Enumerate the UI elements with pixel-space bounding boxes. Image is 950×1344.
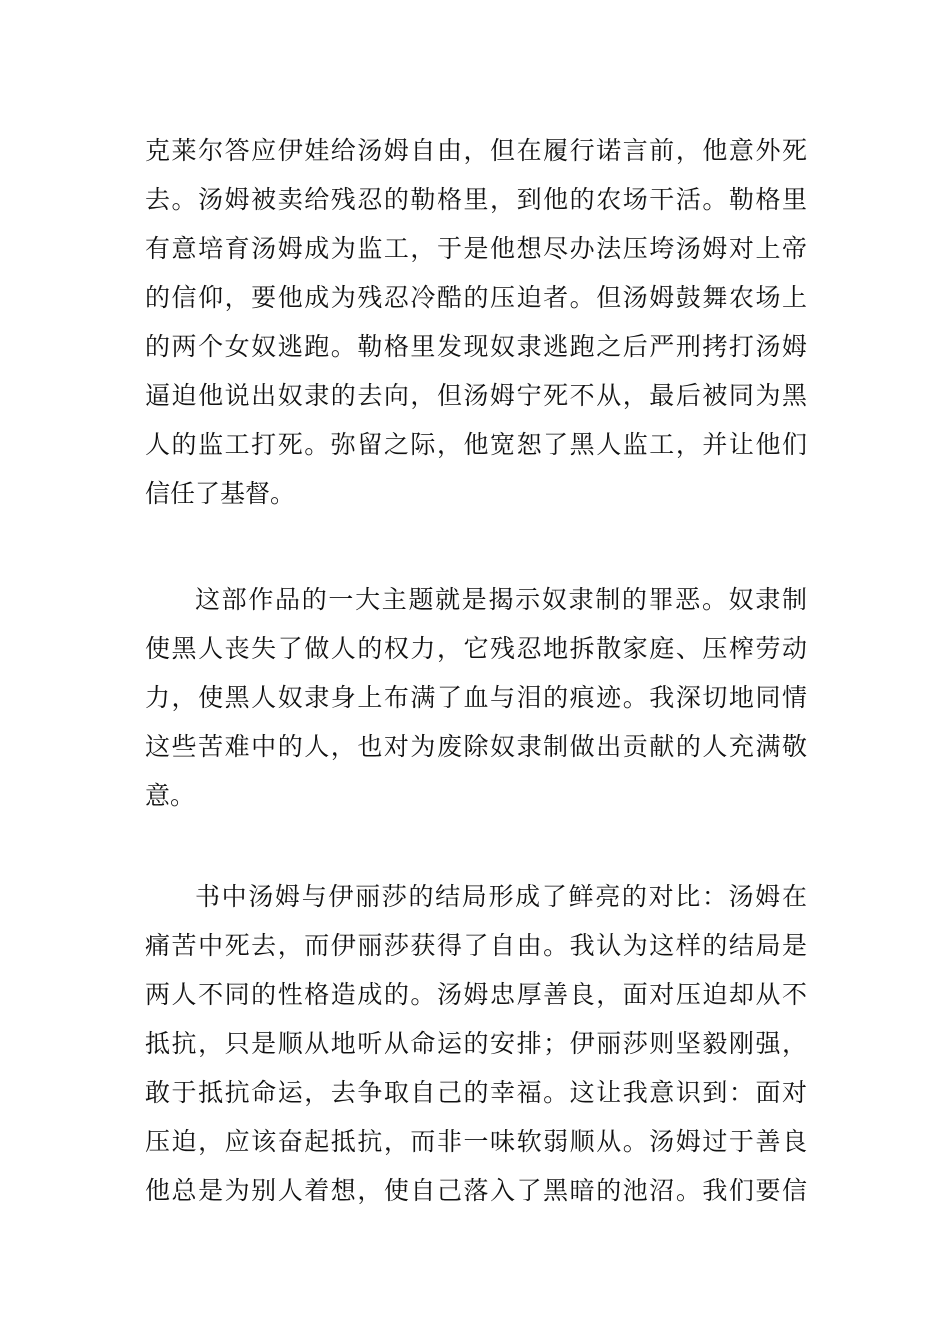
paragraph-line: 抵抗，只是顺从地听从命运的安排；伊丽莎则坚毅刚强， — [145, 1029, 807, 1058]
paragraph-line: 力，使黑人奴隶身上布满了血与泪的痕迹。我深切地同情 — [145, 683, 807, 712]
paragraph-line: 克莱尔答应伊娃给汤姆自由，但在履行诺言前，他意外死 — [145, 136, 807, 165]
paragraph-line: 的两个女奴逃跑。勒格里发现奴隶逃跑之后严刑拷打汤姆 — [145, 332, 807, 361]
paragraph-line: 使黑人丧失了做人的权力，它残忍地拆散家庭、压榨劳动 — [145, 634, 807, 663]
paragraph-line: 书中汤姆与伊丽莎的结局形成了鲜亮的对比：汤姆在 — [195, 882, 807, 911]
paragraph-2 — [145, 575, 807, 820]
paragraph-line: 压迫，应该奋起抵抗，而非一味软弱顺从。汤姆过于善良 — [145, 1127, 807, 1156]
paragraph-3 — [145, 872, 807, 1215]
paragraph-line: 两人不同的性格造成的。汤姆忠厚善良，面对压迫却从不 — [145, 980, 807, 1009]
paragraph-line: 逼迫他说出奴隶的去向，但汤姆宁死不从，最后被同为黑 — [145, 381, 807, 410]
paragraph-line: 意。 — [145, 781, 196, 810]
paragraph-line: 有意培育汤姆成为监工，于是他想尽办法压垮汤姆对上帝 — [145, 234, 807, 263]
paragraph-line: 痛苦中死去，而伊丽莎获得了自由。我认为这样的结局是 — [145, 931, 807, 960]
paragraph-line: 他总是为别人着想，使自己落入了黑暗的池沼。我们要信 — [145, 1176, 807, 1205]
paragraph-line: 去。汤姆被卖给残忍的勒格里，到他的农场干活。勒格里 — [145, 185, 807, 214]
paragraph-line: 信任了基督。 — [145, 479, 296, 508]
paragraph-1 — [145, 126, 807, 518]
paragraph-line: 这部作品的一大主题就是揭示奴隶制的罪恶。奴隶制 — [195, 585, 807, 614]
paragraph-line: 敢于抵抗命运，去争取自己的幸福。这让我意识到：面对 — [145, 1078, 807, 1107]
paragraph-line: 这些苦难中的人，也对为废除奴隶制做出贡献的人充满敬 — [145, 732, 807, 761]
paragraph-line: 人的监工打死。弥留之际，他宽恕了黑人监工，并让他们 — [145, 430, 807, 459]
paragraph-line: 的信仰，要他成为残忍冷酷的压迫者。但汤姆鼓舞农场上 — [145, 283, 807, 312]
